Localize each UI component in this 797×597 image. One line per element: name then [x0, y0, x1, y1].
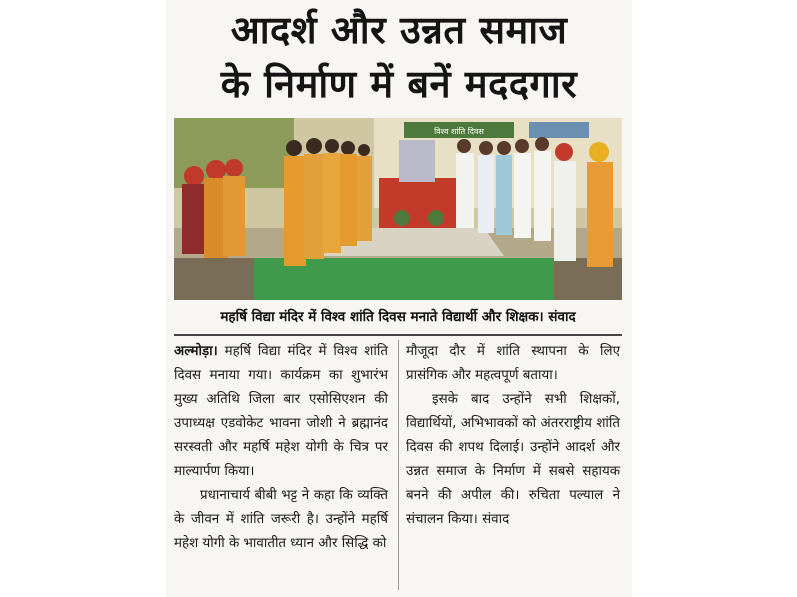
article-paragraph: मौजूदा दौर में शांति स्थापना के लिए प्रासंगिक और महत्वपूर्ण बताया।: [406, 344, 620, 383]
event-photo: [174, 118, 622, 300]
photo-caption: महर्षि विद्या मंदिर में विश्व शांति दिवस मनाते विद्यार्थी और शिक्षक। संवाद: [220, 309, 576, 325]
event-photo-illustration: [174, 118, 622, 300]
caption-divider: [174, 334, 622, 336]
article-paragraph: [174, 340, 388, 484]
banner-text: विश्व शांति दिवस: [434, 127, 484, 136]
article-column-1: [174, 340, 388, 556]
column-divider: [398, 340, 399, 590]
headline-line-1: आदर्श और उन्नत समाज: [230, 8, 568, 52]
article-paragraph: इसके बाद उन्होंने सभी शिक्षकों, विद्यार्थियों, अभिभावकों को अंतरराष्ट्रीय शांति दिवस की शपथ दिलाई। उन्होंने आदर्श और उन्नत समाज के निर्माण में सबसे सहायक बनने की अपील की। रुचिता पल्याल ने संचालन किया। संवाद: [406, 392, 620, 527]
article-paragraph: प्रधानाचार्य बीबी भट्ट ने कहा कि व्यक्ति के जीवन में शांति जरूरी है। उन्होंने महर्षि महेश योगी के भावातीत ध्यान और सिद्धि को: [174, 488, 388, 551]
newspaper-clipping: [166, 0, 632, 597]
headline-line-2: के निर्माण में बनें मददगार: [220, 62, 578, 106]
article-text: महर्षि विद्या मंदिर में विश्व शांति दिवस मनाया गया। कार्यक्रम का शुभारंभ मुख्य अतिथि जिला बार एसोसिएशन की उपाध्यक्ष एडवोकेट भावना जोशी ने ब्रह्मानंद सरस्वती और महर्षि महेश योगी के चित्र पर माल्यार्पण किया।: [174, 344, 388, 479]
article-column-2: [406, 340, 620, 532]
dateline: अल्मोड़ा।: [174, 344, 218, 359]
